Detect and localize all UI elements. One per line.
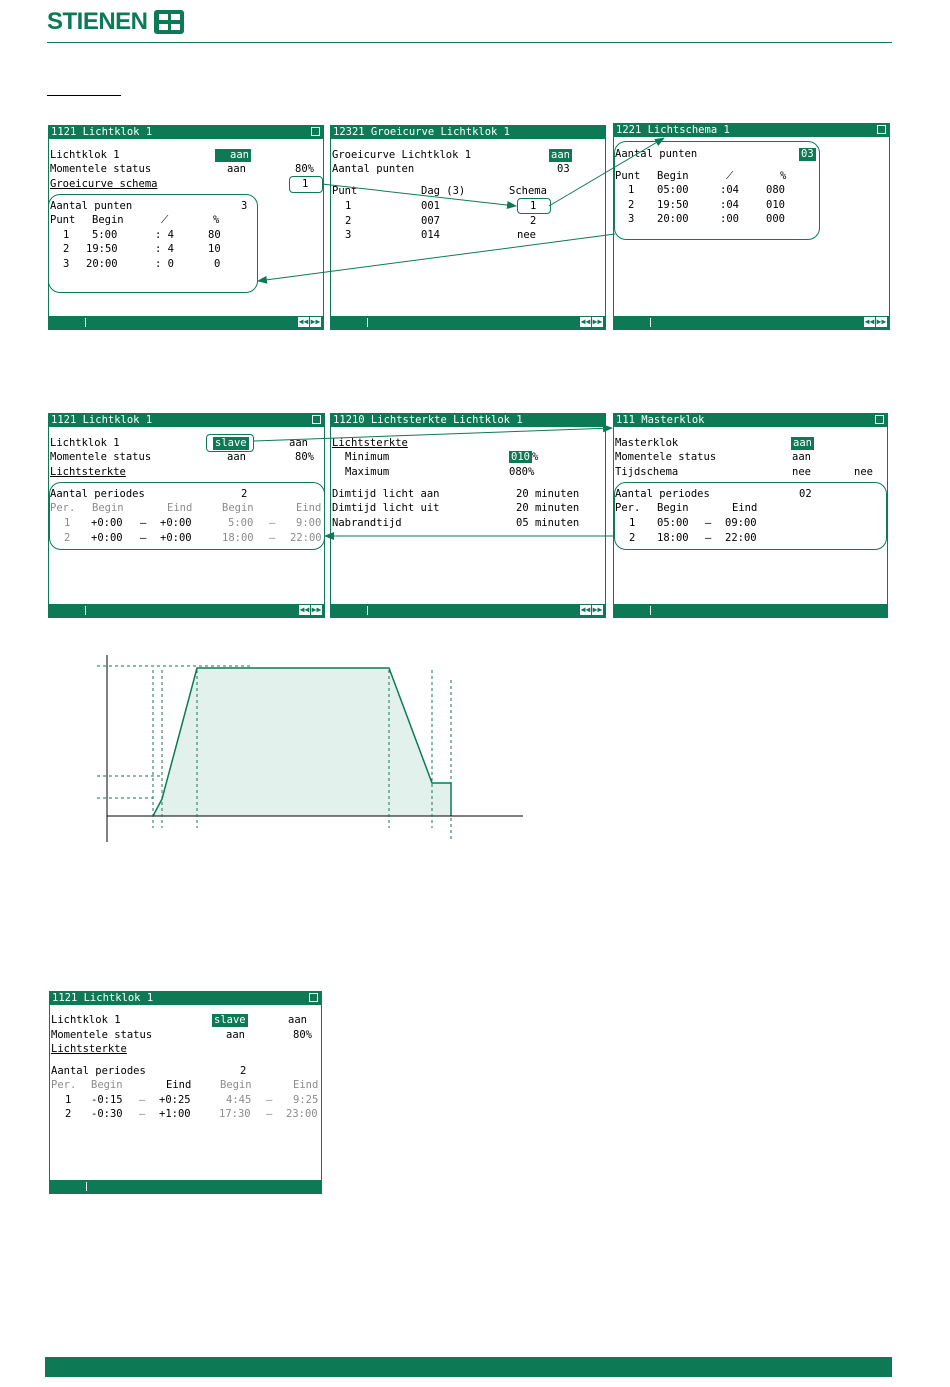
col-eind: Eind xyxy=(167,502,193,514)
status-label: Momentele status xyxy=(50,451,152,463)
col-eind2: Eind xyxy=(293,1079,319,1091)
arrow-lichtschema-to-points xyxy=(258,234,615,281)
table-cell[interactable]: +0:00 xyxy=(160,517,192,529)
table-cell: – xyxy=(140,517,147,529)
status-value: aan xyxy=(792,451,811,463)
col-pct: % xyxy=(780,170,787,182)
nabrandtijd-value[interactable]: 05 minuten xyxy=(516,517,580,529)
col-punt: Punt xyxy=(615,170,641,182)
col-ramp: ⟋ xyxy=(161,214,169,226)
table-cell: 17:30 xyxy=(219,1108,251,1120)
table-cell[interactable]: +0:25 xyxy=(159,1094,191,1106)
status-label: Momentele status xyxy=(50,163,152,175)
table-cell: 2 xyxy=(629,532,636,544)
screen-title: 11210 Lichtsterkte Lichtklok 1 xyxy=(333,414,523,426)
table-cell: 22:00 xyxy=(290,532,322,544)
lichtklok-label: Lichtklok 1 xyxy=(50,437,120,449)
arrow-slave-to-masterklok xyxy=(253,428,612,441)
table-cell: 18:00 xyxy=(222,532,254,544)
table-cell: 9:00 xyxy=(296,517,322,529)
col-eind: Eind xyxy=(166,1079,192,1091)
table-cell[interactable]: 001 xyxy=(421,200,440,212)
aantal-periodes-value[interactable]: 02 xyxy=(799,488,812,500)
table-cell[interactable]: 1 xyxy=(530,200,537,212)
lichtklok-label: Lichtklok 1 xyxy=(50,149,120,161)
status-pct: 80% xyxy=(293,1029,312,1041)
screen-title: 1121 Lichtklok 1 xyxy=(51,126,153,138)
groeicurve-schema-label[interactable]: Groeicurve schema xyxy=(50,178,158,190)
light-curve-diagram xyxy=(80,650,540,850)
table-cell[interactable]: nee xyxy=(517,229,536,241)
table-cell: 4:45 xyxy=(226,1094,252,1106)
aantal-punten-label: Aantal punten xyxy=(50,200,133,212)
lichtklok-label: Lichtklok 1 xyxy=(51,1014,121,1026)
col-punt: Punt xyxy=(332,185,358,197)
prev-page-icon[interactable]: ◀◀ xyxy=(298,317,309,326)
screen-title: 1221 Lichtschema 1 xyxy=(616,124,730,136)
aantal-periodes-label: Aantal periodes xyxy=(50,488,145,500)
footer-bar xyxy=(45,1357,892,1377)
table-cell[interactable]: -0:30 xyxy=(91,1108,123,1120)
col-begin: Begin xyxy=(92,214,124,226)
table-cell: – xyxy=(266,1094,273,1106)
lichtklok-value[interactable]: aan xyxy=(215,149,251,162)
next-page-icon[interactable]: ▶▶ xyxy=(592,605,603,614)
table-cell: 1 xyxy=(628,184,635,196)
table-cell[interactable]: +1:00 xyxy=(159,1108,191,1120)
prev-page-icon[interactable]: ◀◀ xyxy=(864,317,875,326)
col-begin: Begin xyxy=(657,502,689,514)
col-begin: Begin xyxy=(91,1079,123,1091)
table-cell: – xyxy=(705,532,712,544)
lichtsterkte-heading: Lichtsterkte xyxy=(332,437,408,449)
table-cell[interactable]: :04 xyxy=(720,199,739,211)
col-pct: % xyxy=(213,214,220,226)
next-page-icon[interactable]: ▶▶ xyxy=(592,317,603,326)
tijdschema-label: Tijdschema xyxy=(615,466,679,478)
col-schema: Schema xyxy=(509,185,547,197)
table-cell[interactable]: +0:00 xyxy=(91,532,123,544)
table-cell[interactable]: -0:15 xyxy=(91,1094,123,1106)
table-cell: 5:00 xyxy=(92,229,118,241)
screen-title: 111 Masterklok xyxy=(616,414,705,426)
nabrandtijd-label: Nabrandtijd xyxy=(332,517,402,529)
table-cell: 1 xyxy=(64,517,71,529)
status-value: aan xyxy=(227,163,246,175)
col-per: Per. xyxy=(50,502,76,514)
minimum-unit: % xyxy=(531,451,539,463)
screen-bottom-bar xyxy=(50,1180,321,1193)
col-punt: Punt xyxy=(50,214,76,226)
status-label: Momentele status xyxy=(615,451,717,463)
dimtijd-uit-value[interactable]: 20 minuten xyxy=(516,502,580,514)
masterklok-label: Masterklok xyxy=(615,437,679,449)
table-cell: 2 xyxy=(345,215,352,227)
table-cell: 3 xyxy=(345,229,352,241)
lichtklok-value[interactable]: slave xyxy=(215,437,247,449)
table-cell: – xyxy=(269,532,276,544)
curve-area xyxy=(153,668,451,816)
table-cell[interactable]: +0:00 xyxy=(91,517,123,529)
dimtijd-aan-label: Dimtijd licht aan xyxy=(332,488,440,500)
schema-value[interactable]: 1 xyxy=(302,178,309,190)
masterklok-value[interactable]: aan xyxy=(793,437,812,449)
col-dag: Dag (3) xyxy=(421,185,466,197)
table-cell: 0 xyxy=(214,258,221,270)
status-value: aan xyxy=(227,451,246,463)
status-value: aan xyxy=(226,1029,245,1041)
arrow-groeicurve-to-lichtschema xyxy=(549,138,664,206)
table-cell: 1 xyxy=(345,200,352,212)
table-cell: : 4 xyxy=(155,243,174,255)
groeicurve-value[interactable]: aan xyxy=(551,149,570,161)
maximum-label: Maximum xyxy=(345,466,390,478)
lichtsterkte-link[interactable]: Lichtsterkte xyxy=(50,466,126,478)
table-cell: 19:50 xyxy=(86,243,118,255)
aantal-periodes-value: 2 xyxy=(241,488,248,500)
tijdschema-extra: nee xyxy=(854,466,873,478)
table-cell: 23:00 xyxy=(286,1108,318,1120)
table-cell[interactable]: 18:00 xyxy=(657,532,689,544)
dimtijd-uit-label: Dimtijd licht uit xyxy=(332,502,440,514)
col-per: Per. xyxy=(615,502,641,514)
lichtklok-value[interactable]: slave xyxy=(214,1014,246,1026)
groeicurve-label: Groeicurve Lichtklok 1 xyxy=(332,149,472,161)
table-cell: 2 xyxy=(65,1108,72,1120)
minimum-value[interactable]: 010 xyxy=(511,451,530,463)
prev-page-icon[interactable]: ◀◀ xyxy=(580,317,591,326)
table-cell: 10 xyxy=(208,243,221,255)
next-page-icon[interactable]: ▶▶ xyxy=(876,317,887,326)
col-eind: Eind xyxy=(732,502,758,514)
table-cell[interactable]: 014 xyxy=(421,229,440,241)
table-cell[interactable]: 000 xyxy=(766,213,785,225)
next-page-icon[interactable]: ▶▶ xyxy=(311,605,322,614)
status-pct: 80% xyxy=(295,163,314,175)
table-cell[interactable]: 080 xyxy=(766,184,785,196)
maximum-value[interactable]: 080% xyxy=(509,466,535,478)
aantal-punten-value[interactable]: 03 xyxy=(557,163,570,175)
table-cell: : 4 xyxy=(155,229,174,241)
aantal-punten-value: 3 xyxy=(241,200,248,212)
screen-lichtklok-example xyxy=(49,991,322,1194)
screen-title: 1121 Lichtklok 1 xyxy=(52,992,154,1004)
table-cell: – xyxy=(139,1094,146,1106)
prev-page-icon[interactable]: ◀◀ xyxy=(580,605,591,614)
table-cell: 80 xyxy=(208,229,221,241)
table-cell[interactable]: 2 xyxy=(530,215,537,227)
aantal-punten-value[interactable]: 03 xyxy=(801,148,814,160)
table-cell: 9:25 xyxy=(293,1094,319,1106)
table-cell[interactable]: 19:50 xyxy=(657,199,689,211)
dimtijd-aan-value[interactable]: 20 minuten xyxy=(516,488,580,500)
col-begin: Begin xyxy=(92,502,124,514)
aantal-periodes-label: Aantal periodes xyxy=(615,488,710,500)
table-cell: – xyxy=(705,517,712,529)
table-cell[interactable]: :04 xyxy=(720,184,739,196)
edit-icon[interactable] xyxy=(309,993,318,1002)
screen-title: 1121 Lichtklok 1 xyxy=(51,414,153,426)
prev-page-icon[interactable]: ◀◀ xyxy=(299,605,310,614)
screen-title-bar xyxy=(50,992,321,1005)
col-begin: Begin xyxy=(657,170,689,182)
table-cell: 1 xyxy=(65,1094,72,1106)
col-ramp: ⟋ xyxy=(726,170,734,182)
aantal-periodes-value: 2 xyxy=(240,1065,247,1077)
col-per: Per. xyxy=(51,1079,77,1091)
table-cell: 5:00 xyxy=(228,517,254,529)
table-cell: – xyxy=(139,1108,146,1120)
lichtklok-extra: aan xyxy=(288,1014,307,1026)
status-pct: 80% xyxy=(295,451,314,463)
table-cell[interactable]: 22:00 xyxy=(725,532,757,544)
col-begin2: Begin xyxy=(222,502,254,514)
aantal-punten-label: Aantal punten xyxy=(332,163,415,175)
col-eind2: Eind xyxy=(296,502,322,514)
aantal-punten-label: Aantal punten xyxy=(615,148,698,160)
tijdschema-value[interactable]: nee xyxy=(792,466,811,478)
table-cell[interactable]: 05:00 xyxy=(657,517,689,529)
table-cell: 1 xyxy=(629,517,636,529)
table-cell: 2 xyxy=(64,532,71,544)
table-cell: 3 xyxy=(63,258,70,270)
table-cell[interactable]: 010 xyxy=(766,199,785,211)
table-cell[interactable]: 007 xyxy=(421,215,440,227)
aantal-periodes-label: Aantal periodes xyxy=(51,1065,146,1077)
table-cell: 3 xyxy=(628,213,635,225)
table-cell: 1 xyxy=(63,229,70,241)
table-cell: 20:00 xyxy=(86,258,118,270)
table-cell: – xyxy=(266,1108,273,1120)
col-begin2: Begin xyxy=(220,1079,252,1091)
arrow-schema-to-groeicurve xyxy=(322,184,516,206)
lichtsterkte-link[interactable]: Lichtsterkte xyxy=(51,1043,127,1055)
table-cell: – xyxy=(269,517,276,529)
table-cell: 2 xyxy=(63,243,70,255)
table-cell[interactable]: 20:00 xyxy=(657,213,689,225)
lichtklok-extra: aan xyxy=(289,437,308,449)
table-cell: : 0 xyxy=(155,258,174,270)
table-cell[interactable]: 05:00 xyxy=(657,184,689,196)
table-cell[interactable]: 09:00 xyxy=(725,517,757,529)
table-cell[interactable]: :00 xyxy=(720,213,739,225)
brand-logo-text: STIENEN xyxy=(47,8,148,35)
table-cell: 2 xyxy=(628,199,635,211)
status-label: Momentele status xyxy=(51,1029,153,1041)
screen-title: 12321 Groeicurve Lichtklok 1 xyxy=(333,126,511,138)
table-cell[interactable]: +0:00 xyxy=(160,532,192,544)
next-page-icon[interactable]: ▶▶ xyxy=(310,317,321,326)
minimum-label: Minimum xyxy=(345,451,390,463)
table-cell: – xyxy=(140,532,147,544)
